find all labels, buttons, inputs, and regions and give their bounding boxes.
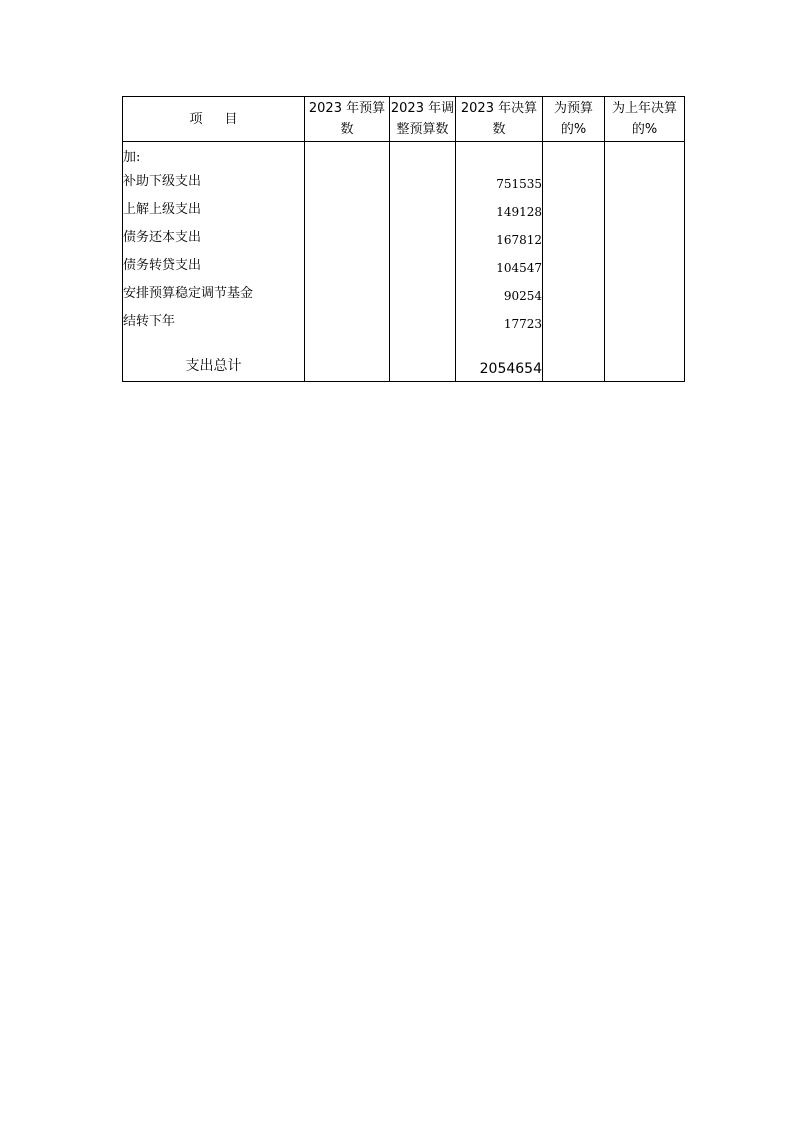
total-pct-prev (605, 351, 685, 381)
expenditure-table (122, 96, 685, 382)
row-budget (305, 277, 390, 305)
row-adjusted (390, 193, 456, 221)
total-pct-budget (543, 351, 605, 381)
row-adjusted (390, 277, 456, 305)
header-adjusted-line2: 整预算数 (396, 122, 449, 137)
spacer-cell (305, 333, 390, 351)
row-adjusted (390, 142, 456, 166)
row-pct-budget (543, 305, 605, 333)
table-row (123, 249, 685, 277)
row-final: 167812 (456, 221, 543, 249)
row-pct-prev (605, 165, 685, 193)
header-pct-prev (605, 97, 685, 142)
row-pct-prev (605, 142, 685, 166)
spacer-cell (605, 333, 685, 351)
row-label: 债务还本支出 (123, 221, 305, 249)
row-budget (305, 221, 390, 249)
row-pct-budget (543, 142, 605, 166)
header-pct-budget (543, 97, 605, 142)
row-final: 751535 (456, 165, 543, 193)
header-adjusted-budget (390, 97, 456, 142)
row-label: 安排预算稳定调节基金 (123, 277, 305, 305)
row-pct-budget (543, 165, 605, 193)
spacer-row (123, 333, 685, 351)
row-label: 加: (123, 142, 305, 166)
header-final-label: 2023 年决算数 (460, 101, 538, 137)
row-final (456, 142, 543, 166)
total-row (123, 351, 685, 381)
row-adjusted (390, 305, 456, 333)
row-budget (305, 305, 390, 333)
row-pct-budget (543, 221, 605, 249)
table-row (123, 165, 685, 193)
spacer-cell (390, 333, 456, 351)
total-budget (305, 351, 390, 381)
spacer-cell (456, 333, 543, 351)
row-pct-prev (605, 249, 685, 277)
table-row (123, 221, 685, 249)
header-adjusted-line1: 2023 年调 (390, 101, 455, 116)
row-pct-budget (543, 277, 605, 305)
spacer-cell (123, 333, 305, 351)
header-row (123, 97, 685, 142)
header-item (123, 97, 305, 142)
row-label: 结转下年 (123, 305, 305, 333)
row-adjusted (390, 165, 456, 193)
row-adjusted (390, 221, 456, 249)
row-pct-prev (605, 277, 685, 305)
row-final: 104547 (456, 249, 543, 277)
total-adjusted (390, 351, 456, 381)
header-pct-budget-line1: 为预算 (553, 101, 593, 116)
row-final: 17723 (456, 305, 543, 333)
header-pct-prev-line1: 为上年决算 (611, 101, 677, 116)
row-pct-budget (543, 249, 605, 277)
row-label: 补助下级支出 (123, 165, 305, 193)
row-budget (305, 142, 390, 166)
table-row (123, 305, 685, 333)
row-budget (305, 249, 390, 277)
row-final: 90254 (456, 277, 543, 305)
row-pct-prev (605, 193, 685, 221)
row-pct-budget (543, 193, 605, 221)
header-budget (305, 97, 390, 142)
row-label: 债务转贷支出 (123, 249, 305, 277)
header-item-char-1: 项 (189, 111, 203, 127)
row-budget (305, 193, 390, 221)
row-pct-prev (605, 305, 685, 333)
row-final: 149128 (456, 193, 543, 221)
header-final (456, 97, 543, 142)
row-budget (305, 165, 390, 193)
table-row (123, 277, 685, 305)
header-pct-prev-line2: 的% (631, 122, 658, 137)
header-budget-label: 2023 年预算数 (308, 101, 386, 137)
row-adjusted (390, 249, 456, 277)
table-row (123, 193, 685, 221)
total-final: 2054654 (456, 351, 543, 381)
row-pct-prev (605, 221, 685, 249)
header-item-char-2: 目 (224, 111, 238, 127)
spacer-cell (543, 333, 605, 351)
row-label: 上解上级支出 (123, 193, 305, 221)
header-pct-budget-line2: 的% (560, 122, 587, 137)
table-row (123, 142, 685, 166)
total-label: 支出总计 (123, 351, 305, 381)
